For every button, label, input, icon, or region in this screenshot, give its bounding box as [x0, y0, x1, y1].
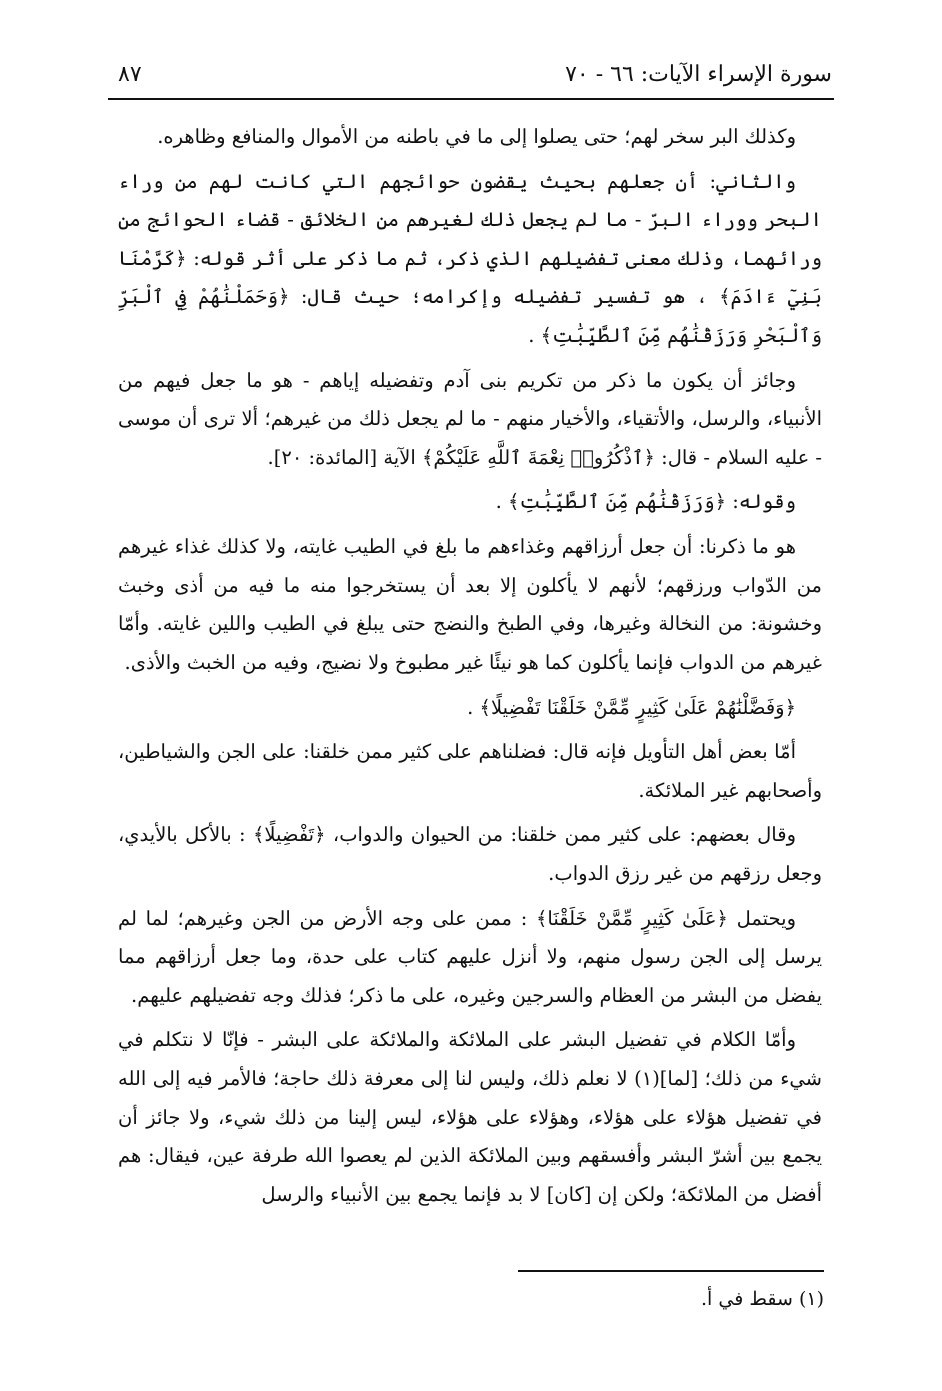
page-number: ٨٧ — [118, 62, 142, 87]
quran-verse: ﴿وَفَضَّلْنَٰهُمْ عَلَىٰ كَثِيرٍ مِّمَّنْ خَلَقْنَا تَفْضِيلًا﴾ . — [467, 695, 796, 719]
main-text — [118, 118, 822, 1220]
paragraph: هو ما ذكرنا: أن جعل أرزاقهم وغذاءهم ما بلغ في الطيب غايته، ولا كذلك غذاء غيرهم من الدّواب ورزقهم؛ لأنهم لا يأكلون إلا بعد أن يستخرجوا منه ما فيه من أذى وخبث وخشونة: من النخالة وغيرها، وفي الطبخ والنضج حتى يبلغ في الطيب واللين غايته. وأمّا غيرهم من الدواب فإنما يأكلون كما هو نيئًا غير مطبوخ ولا نضيج، وفيه من الخبث والأذى. — [118, 535, 822, 674]
header-divider — [108, 98, 834, 100]
paragraph: وجائز أن يكون ما ذكر من تكريم بنى آدم وتفضيله إياهم - هو ما جعل فيهم من الأنبياء، والرسل، والأتقياء، والأخيار منهم - ما لم يجعل ذلك من غيرهم؛ ألا ترى أن موسى - عليه السلام - قال: ﴿ٱذْكُرُوا۟ نِعْمَةَ ٱللَّهِ عَلَيْكُمْ﴾ الآية [المائدة: ٢٠]. — [118, 368, 822, 469]
footnote-divider — [518, 1270, 824, 1272]
paragraph: وقال بعضهم: على كثير ممن خلقنا: من الحيوان والدواب، ﴿تَفْضِيلًا﴾ : بالأكل بالأيدي، وجعل رزقهم من غير رزق الدواب. — [118, 823, 822, 885]
paragraph: ويحتمل ﴿عَلَىٰ كَثِيرٍ مِّمَّنْ خَلَقْنَا﴾ : ممن على وجه الأرض من الجن وغيرهم؛ لما لم يرسل إلى الجن رسول منهم، ولا أنزل عليهم كتاب على حدة، وما جعل أرزاقهم مما يفضل من البشر من العظام والسرجين وغيره، على ما ذكر؛ فذلك وجه تفضيلهم عليهم. — [118, 906, 822, 1007]
surah-title: سورة الإسراء الآيات: ٦٦ - ٧٠ — [565, 62, 832, 87]
paragraph: أمّا بعض أهل التأويل فإنه قال: فضلناهم على كثير ممن خلقنا: على الجن والشياطين، وأصحابهم غير الملائكة. — [118, 740, 822, 802]
running-header — [110, 62, 832, 92]
paragraph: وقوله: ﴿وَرَزَقْنَٰهُم مِّنَ ٱلطَّيِّبَٰتِ﴾ . — [495, 490, 796, 514]
paragraph: وأمّا الكلام في تفضيل البشر على الملائكة والملائكة على البشر - فإنّا لا نتكلم في شيء من ذلك؛ [لما](١) لا نعلم ذلك، وليس لنا إلى معرفة ذلك حاجة؛ فالأمر فيه إلى الله في تفضيل هؤلاء على هؤلاء، وهؤلاء على هؤلاء، ليس إلينا من ذلك شيء، ولا جائز أن يجمع بين أشرّ البشر وأفسقهم وبين الملائكة الذين لم يعصوا الله طرفة عين، فيقال: هم أفضل من الملائكة؛ ولكن إن [كان] لا بد فإنما يجمع بين الأنبياء والرسل — [118, 1028, 822, 1206]
footnote: (١) سقط في أ. — [701, 1288, 824, 1310]
paragraph: والثاني: أن جعلهم بحيث يقضون حوائجهم التي كانت لهم من وراء البحر ووراء البرّ - ما لم يجعل ذلك لغيرهم من الخلائق - قضاء الحوائج من ورائهما، وذلك معنى تفضيلهم الذي ذكر، ثم ما ذكر على أثر قوله: ﴿كَرَّمْنَا بَنِيٓ ءَادَمَ﴾ ، هو تفسير تفضيله وإكرامه؛ حيث قال: ﴿وَحَمَلْنَٰهُمْ فِي ٱلْبَرِّ وَٱلْبَحْرِ وَرَزَقْنَٰهُم مِّنَ ٱلطَّيِّبَٰتِ﴾ . — [118, 169, 822, 348]
paragraph: وكذلك البر سخر لهم؛ حتى يصلوا إلى ما في باطنه من الأموال والمنافع وظاهره. — [157, 125, 796, 148]
